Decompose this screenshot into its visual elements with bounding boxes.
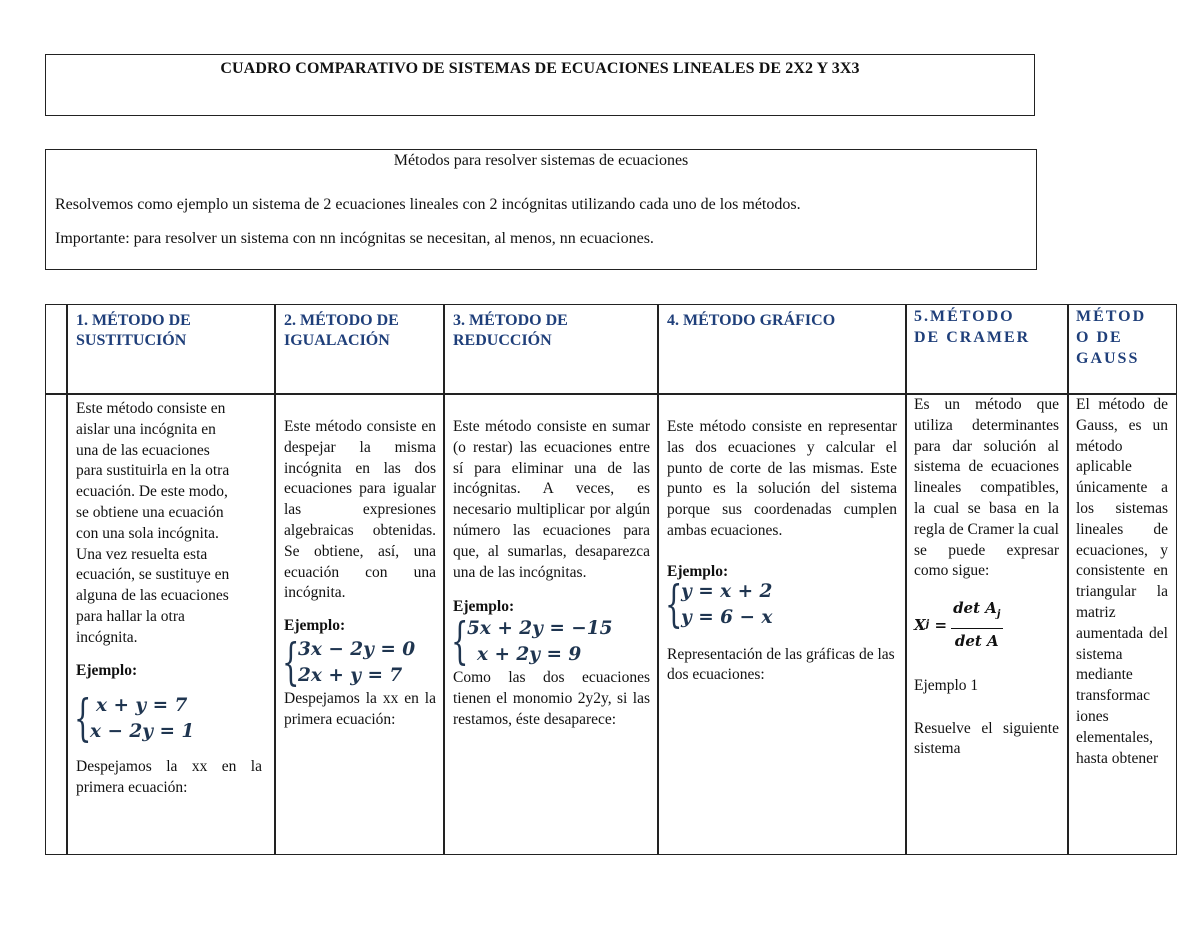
brace-icon: { bbox=[282, 632, 300, 691]
equation-system: { x + y = 7 x − 2y = 1 bbox=[74, 689, 195, 748]
column-divider bbox=[1067, 305, 1069, 854]
header-gauss: MÉTOD O DE GAUSS bbox=[1076, 308, 1147, 367]
header-reduccion: 3. MÉTODO DE REDUCCIÓN bbox=[453, 312, 568, 349]
header-sustitucion: 1. MÉTODO DE SUSTITUCIÓN bbox=[76, 312, 191, 349]
title-box bbox=[45, 54, 1035, 116]
header-cramer: 5.MÉTODO DE CRAMER bbox=[914, 308, 1031, 346]
after-text: Despejamos la xx en la primera ecuación: bbox=[284, 689, 436, 728]
header-grafico: 4. MÉTODO GRÁFICO bbox=[667, 312, 836, 329]
after-text: Representación de las gráficas de las dos ecuaciones: bbox=[667, 645, 895, 684]
equation-system: { 5x + 2y = −15 x + 2y = 9 bbox=[451, 612, 613, 671]
equation-system: { 3x − 2y = 0 2x + y = 7 bbox=[282, 632, 416, 691]
intro-heading: Métodos para resolver sistemas de ecuaciones bbox=[393, 152, 689, 169]
text-line: Una vez resuelta esta bbox=[76, 545, 208, 563]
description: Este método consiste en representar las dos ecuaciones y calcular el punto de corte de las mismas. Este punto es la solución del sistema porque sus coordenadas cumplen ambas ecuaciones. bbox=[667, 418, 897, 539]
column-divider bbox=[274, 305, 276, 854]
text-line: Este método consiste en bbox=[76, 400, 226, 417]
column-divider bbox=[66, 305, 68, 854]
text-line: incógnita. bbox=[76, 628, 138, 646]
example-label: Ejemplo: bbox=[284, 617, 346, 635]
cell-igualacion bbox=[284, 417, 436, 731]
description: Este método consiste en sumar (o restar) las ecuaciones entre sí para eliminar una de las incógnitas. A veces, es necesario multiplicar por algún número las ecuaciones para que, al sumarlas, desaparezca una de las incógnitas. bbox=[453, 418, 650, 581]
document-title: CUADRO COMPARATIVO DE SISTEMAS DE ECUACIONES LINEALES DE 2X2 Y 3X3 bbox=[220, 60, 860, 77]
column-divider bbox=[905, 305, 907, 854]
example-label: Ejemplo 1 bbox=[914, 676, 979, 694]
cell-gauss bbox=[1076, 395, 1168, 851]
cell-cramer bbox=[914, 395, 1059, 760]
description: Es un método que utiliza determinantes para dar solución al sistema de ecuaciones lineales compatibles, la cual se basa en la regla de Cramer la cual se puede expresar como sigue: bbox=[914, 396, 1059, 580]
cell-grafico bbox=[667, 417, 897, 686]
text-line: alguna de las ecuaciones bbox=[76, 587, 229, 605]
text-line: aislar una incógnita en bbox=[76, 420, 216, 438]
methods-table bbox=[45, 304, 1177, 855]
cell-sustitucion bbox=[76, 399, 262, 799]
brace-icon: { bbox=[451, 612, 469, 671]
intro-line-2: Importante: para resolver un sistema con nn incógnitas se necesitan, al menos, nn ecuaciones. bbox=[55, 230, 654, 247]
brace-icon: { bbox=[665, 574, 683, 633]
intro-box bbox=[45, 149, 1037, 270]
example-label: Ejemplo: bbox=[76, 661, 138, 679]
example-label: Ejemplo: bbox=[453, 598, 515, 616]
text-line: ecuación. De este modo, bbox=[76, 483, 228, 501]
header-igualacion: 2. MÉTODO DE IGUALACIÓN bbox=[284, 312, 399, 349]
text-line: se obtiene una ecuación bbox=[76, 503, 224, 521]
cramer-formula: X j = $\frac{\det A_j}{\text{det A}}$ bbox=[914, 599, 1001, 650]
text-line: para sustituirla en la otra bbox=[76, 462, 230, 480]
text-line: ecuación, se sustituye en bbox=[76, 566, 230, 584]
text-line: para hallar la otra bbox=[76, 607, 185, 625]
equation-system: { y = x + 2 y = 6 − x bbox=[665, 574, 773, 633]
column-divider bbox=[443, 305, 445, 854]
text-line: una de las ecuaciones bbox=[76, 441, 210, 459]
intro-line-1: Resolvemos como ejemplo un sistema de 2 ecuaciones lineales con 2 incógnitas utilizando cada uno de los métodos. bbox=[55, 196, 801, 213]
column-divider bbox=[657, 305, 659, 854]
description: Este método consiste en despejar la misma incógnita en las dos ecuaciones para igualar las expresiones algebraicas obtenidas. Se obtiene, así, una ecuación con una incógnita. bbox=[284, 418, 436, 602]
after-text: Resuelve el siguiente sistema bbox=[914, 719, 1059, 758]
description: El método de Gauss, es un método aplicable únicamente a los sistemas lineales de ecuaciones, y consistente en triangular la matriz aumentada del sistema mediante transformac iones elementales, hasta obtener bbox=[1076, 396, 1168, 767]
after-text: Como las dos ecuaciones tienen el monomio 2y2y, si las restamos, éste desaparece: bbox=[453, 669, 650, 728]
after-text: Despejamos la xx en la primera ecuación: bbox=[76, 758, 262, 797]
brace-icon: { bbox=[74, 689, 92, 748]
example-label: Ejemplo: bbox=[667, 562, 729, 580]
text-line: con una sola incógnita. bbox=[76, 524, 219, 542]
cell-reduccion bbox=[453, 417, 650, 731]
